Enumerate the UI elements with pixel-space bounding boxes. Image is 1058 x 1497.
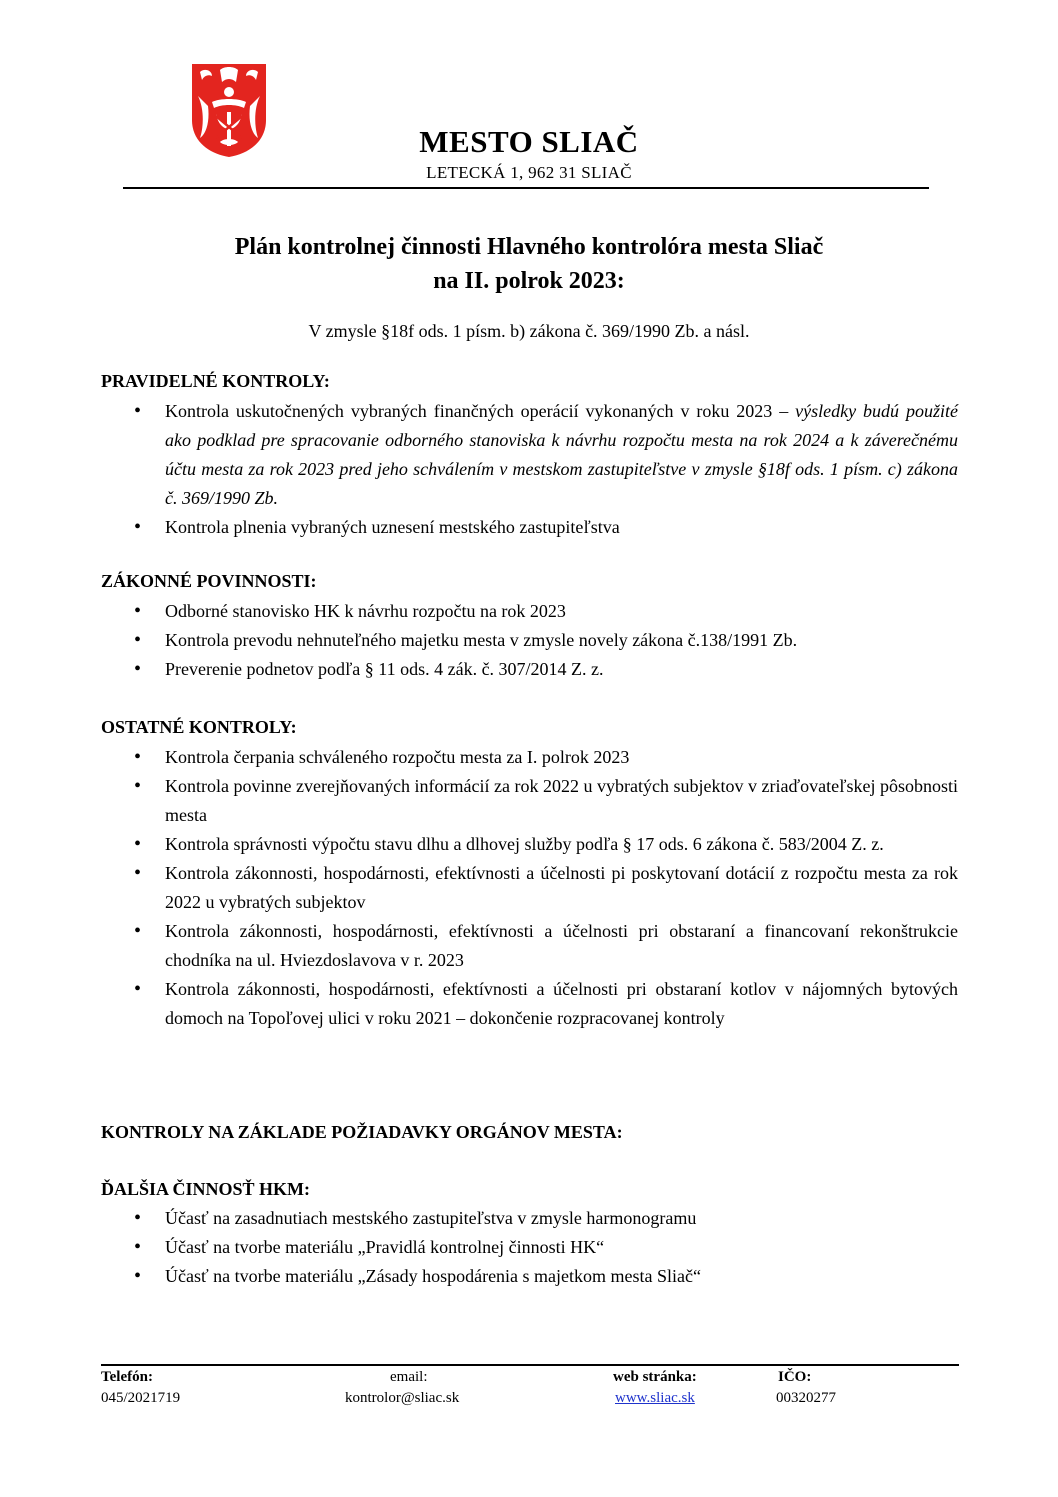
- document-title-line2: na II. polrok 2023:: [433, 268, 625, 294]
- list-item: [101, 513, 958, 542]
- list-item-italic-text: výsledky budú použité ako podklad pre spracovanie odborného stanoviska k návrhu rozpočtu mesta na rok 2024 a k záverečnému účtu mesta za rok 2023 pred jeho schválením v mestskom zastupiteľstve v zmysle §18f ods. 1 písm. c) zákona č. 369/1990 Zb.: [165, 401, 958, 508]
- list-item: [101, 830, 958, 859]
- list-item-text: Účasť na tvorbe materiálu „Zásady hospodárenia s majetkom mesta Sliač“: [165, 1266, 702, 1286]
- town-name: MESTO SLIAČ: [419, 124, 639, 159]
- list-item-text: Kontrola správnosti výpočtu stavu dlhu a dlhovej služby podľa § 17 ods. 6 zákona č. 583/2004 Z. z.: [165, 834, 884, 854]
- list-item: [101, 975, 958, 1033]
- list-regular: [101, 397, 958, 542]
- list-item-text: Účasť na zasadnutiach mestského zastupiteľstva v zmysle harmonogramu: [165, 1208, 697, 1228]
- list-further: [101, 1204, 958, 1291]
- list-item-text: Kontrola povinne zverejňovaných informácií za rok 2022 u vybratých subjektov v zriaďovateľskej pôsobnosti mesta: [165, 776, 958, 825]
- list-item: [101, 1233, 958, 1262]
- list-item-text: Kontrola plnenia vybraných uznesení mestského zastupiteľstva: [165, 517, 620, 537]
- town-address: LETECKÁ 1, 962 31 SLIAČ: [426, 163, 632, 182]
- section-heading-legal: ZÁKONNÉ POVINNOSTI:: [101, 571, 317, 591]
- footer-email-label: email:: [390, 1369, 428, 1385]
- list-item: [101, 397, 958, 513]
- list-item-text: Kontrola zákonnosti, hospodárnosti, efektívnosti a účelnosti pri obstaraní kotlov v nájomných bytových domoch na Topoľovej ulici v roku 2021 – dokončenie rozpracovanej kontroly: [165, 979, 958, 1028]
- footer-ico: 00320277: [776, 1390, 836, 1406]
- document-title-line1: Plán kontrolnej činnosti Hlavného kontrolóra mesta Sliač: [234, 234, 824, 260]
- section-heading-requests: KONTROLY NA ZÁKLADE POŽIADAVKY ORGÁNOV MESTA:: [101, 1122, 623, 1142]
- list-legal: [101, 597, 958, 684]
- list-item: [101, 655, 958, 684]
- footer-divider: [101, 1364, 959, 1366]
- list-item-text: Účasť na tvorbe materiálu „Pravidlá kontrolnej činnosti HK“: [165, 1237, 605, 1257]
- list-item: [101, 626, 958, 655]
- list-item-text: Kontrola čerpania schváleného rozpočtu mesta za I. polrok 2023: [165, 747, 630, 767]
- list-item-text: Kontrola zákonnosti, hospodárnosti, efektívnosti a účelnosti pi poskytovaní dotácií z rozpočtu mesta za rok 2022 u vybratých subjektov: [165, 863, 958, 912]
- list-item: [101, 597, 958, 626]
- footer-web-link[interactable]: www.sliac.sk: [615, 1390, 695, 1406]
- list-item: [101, 1262, 958, 1291]
- list-item: [101, 859, 958, 917]
- header-divider: [123, 187, 929, 189]
- list-item-text: Odborné stanovisko HK k návrhu rozpočtu na rok 2023: [165, 601, 566, 621]
- list-other: [101, 743, 958, 1033]
- footer-email: kontrolor@sliac.sk: [345, 1390, 460, 1406]
- footer-phone: 045/2021719: [101, 1390, 181, 1406]
- footer-ico-label: IČO:: [778, 1369, 812, 1385]
- footer-phone-label: Telefón:: [101, 1369, 153, 1385]
- section-heading-further: ĎALŠIA ČINNOSŤ HKM:: [101, 1179, 311, 1199]
- document-title: [0, 230, 1058, 298]
- list-item: [101, 772, 958, 830]
- list-item-text: Kontrola uskutočnených vybraných finančných operácií vykonaných v roku 2023 –: [165, 401, 796, 421]
- list-item-text: Kontrola prevodu nehnuteľného majetku mesta v zmysle novely zákona č.138/1991 Zb.: [165, 630, 798, 650]
- list-item: [101, 917, 958, 975]
- list-item: [101, 1204, 958, 1233]
- footer-web-label: web stránka:: [613, 1369, 697, 1385]
- section-heading-regular: PRAVIDELNÉ KONTROLY:: [101, 371, 330, 391]
- list-item-text: Kontrola zákonnosti, hospodárnosti, efektívnosti a účelnosti pri obstaraní a financovaní rekonštrukcie chodníka na ul. Hviezdoslavova v r. 2023: [165, 921, 958, 970]
- section-heading-other: OSTATNÉ KONTROLY:: [101, 717, 297, 737]
- legal-basis-subtitle: V zmysle §18f ods. 1 písm. b) zákona č. 369/1990 Zb. a násl.: [308, 321, 750, 341]
- list-item: [101, 743, 958, 772]
- list-item-text: Preverenie podnetov podľa § 11 ods. 4 zák. č. 307/2014 Z. z.: [165, 659, 604, 679]
